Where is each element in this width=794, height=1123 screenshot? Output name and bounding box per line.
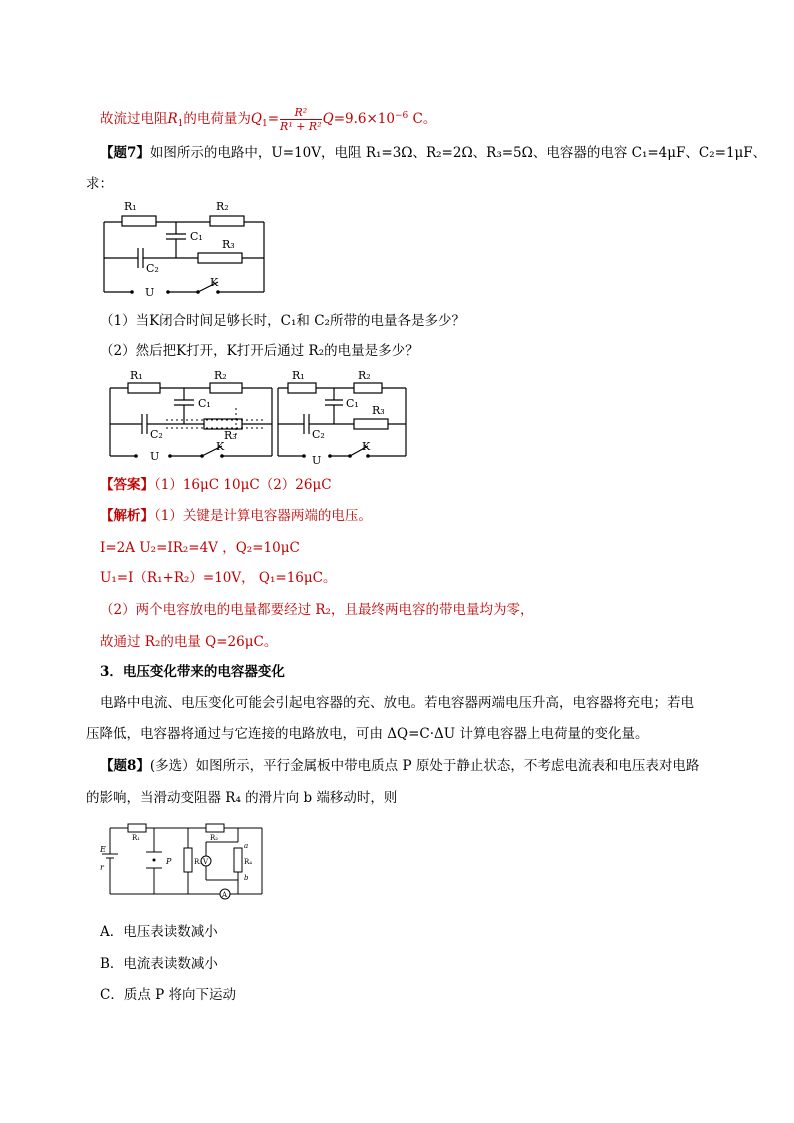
q8-circuit-diagram xyxy=(96,818,272,904)
pair-label-k: K xyxy=(216,440,225,453)
q7-sub2: （2）然后把K打开，K打开后通过 R₂的电量是多少？ xyxy=(100,343,419,359)
q7-circuit-diagram xyxy=(98,196,270,300)
answer-tag: 【答案】 xyxy=(100,477,154,493)
q7-text-1: 如图所示的电路中，U=10V，电阻 R₁=3Ω、R₂=2Ω、R₃=5Ω、电容器的电容 C₁=4μF、C₂=1μF、 xyxy=(149,145,767,161)
d8-label-v: V xyxy=(203,858,209,866)
label-r2: R₂ xyxy=(216,200,229,213)
d8-label-r2: R₂ xyxy=(210,834,219,842)
q8-option-c: C．质点 P 将向下运动 xyxy=(100,987,236,1003)
q7-analysis xyxy=(100,506,372,526)
pair-label-r2b: R₂ xyxy=(358,369,371,382)
q7-line2: 求： xyxy=(86,176,113,192)
label-u: U xyxy=(145,286,155,299)
section3-heading: 3．电压变化带来的电容器变化 xyxy=(100,664,285,680)
pair-label-r3: R₃ xyxy=(224,429,237,442)
d8-label-r4: R₄ xyxy=(244,858,253,866)
intro-prefix: 故流过电阻 xyxy=(100,111,168,127)
d8-label-a: A xyxy=(222,891,228,899)
label-k: K xyxy=(210,276,219,289)
intro-q: Q xyxy=(250,111,262,127)
q8-line2: 的影响，当滑动变阻器 R₄ 的滑片向 b 端移动时，则 xyxy=(86,790,398,806)
d8-label-p: P xyxy=(166,857,172,866)
intro-exponent: −6 xyxy=(394,111,409,121)
q8-tag: 【题8】 xyxy=(100,758,150,774)
d8-label-r3: R₃ xyxy=(194,858,203,866)
pair-label-c2b: C₂ xyxy=(312,428,325,441)
answer-text: （1）16μC 10μC（2）26μC xyxy=(154,477,332,493)
analysis-text: （1）关键是计算电容器两端的电压。 xyxy=(154,508,372,524)
pair-label-c1: C₁ xyxy=(198,397,211,410)
q8-text-1: (多选）如图所示，平行金属板中带电质点 P 原处于静止状态，不考虑电流表和电压表对电路 xyxy=(149,758,700,774)
pair-label-r2: R₂ xyxy=(214,369,227,382)
fraction-numerator: R² xyxy=(280,106,322,120)
intro-mid: 的电荷量为 xyxy=(183,111,251,127)
pair-label-ub: U xyxy=(312,454,322,467)
analysis-tag: 【解析】 xyxy=(100,508,154,524)
fraction-denominator: R¹ + R² xyxy=(280,120,322,133)
q8-option-a: A．电压表读数减小 xyxy=(100,924,218,940)
d8-label-r1: R₁ xyxy=(132,834,141,842)
q8-option-b: B．电流表读数减小 xyxy=(100,956,218,972)
intro-eq: = xyxy=(267,111,280,127)
q8-line1 xyxy=(100,756,699,776)
intro-q-sub: 1 xyxy=(261,119,268,129)
pair-label-u: U xyxy=(150,450,160,463)
q7-tag: 【题7】 xyxy=(100,145,150,161)
q7-calc1: I=2A U₂=IR₂=4V ，Q₂=10μC xyxy=(100,540,300,556)
pair-label-c2: C₂ xyxy=(150,428,163,441)
intro-r: R xyxy=(167,111,178,127)
q7-sub1: （1）当K闭合时间足够长时，C₁和 C₂所带的电量各是多少？ xyxy=(100,313,465,329)
intro-fraction xyxy=(280,106,322,133)
d8-label-r: r xyxy=(100,863,104,872)
label-c1: C₁ xyxy=(190,230,203,243)
intro-value: =9.6×10 xyxy=(333,111,395,127)
intro-q-after: Q xyxy=(322,111,334,127)
label-r1: R₁ xyxy=(124,200,137,213)
intro-unit: C。 xyxy=(408,111,437,127)
d8-label-b-end: b xyxy=(244,874,249,882)
pair-label-r1: R₁ xyxy=(130,369,143,382)
pair-label-kb: K xyxy=(362,440,371,453)
pair-label-r3b: R₃ xyxy=(372,404,385,417)
label-c2: C₂ xyxy=(146,262,159,275)
intro-line xyxy=(100,106,436,134)
q7-line1 xyxy=(100,143,766,163)
q7-circuit-diagram-pair xyxy=(106,368,412,468)
q7-answer xyxy=(100,475,332,495)
intro-r-sub: 1 xyxy=(177,119,184,129)
section3-para-2: 压降低，电容器将通过与它连接的电路放电，可由 ΔQ=C·ΔU 计算电容器上电荷量的变化量。 xyxy=(86,726,649,742)
q7-calc2: U₁=I（R₁+R₂）=10V， Q₁=16μC。 xyxy=(100,570,337,586)
label-r3: R₃ xyxy=(222,238,235,251)
d8-label-e: E xyxy=(100,845,106,854)
pair-label-c1b: C₁ xyxy=(346,397,359,410)
d8-label-a-end: a xyxy=(244,842,249,850)
q7-calc4: 故通过 R₂的电量 Q=26μC。 xyxy=(100,634,278,650)
pair-label-r1b: R₁ xyxy=(292,369,305,382)
section3-para-1: 电路中电流、电压变化可能会引起电容器的充、放电。若电容器两端电压升高，电容器将充电；若电 xyxy=(100,695,694,711)
q7-calc3: （2）两个电容放电的电量都要经过 R₂，且最终两电容的带电量均为零， xyxy=(100,602,534,618)
